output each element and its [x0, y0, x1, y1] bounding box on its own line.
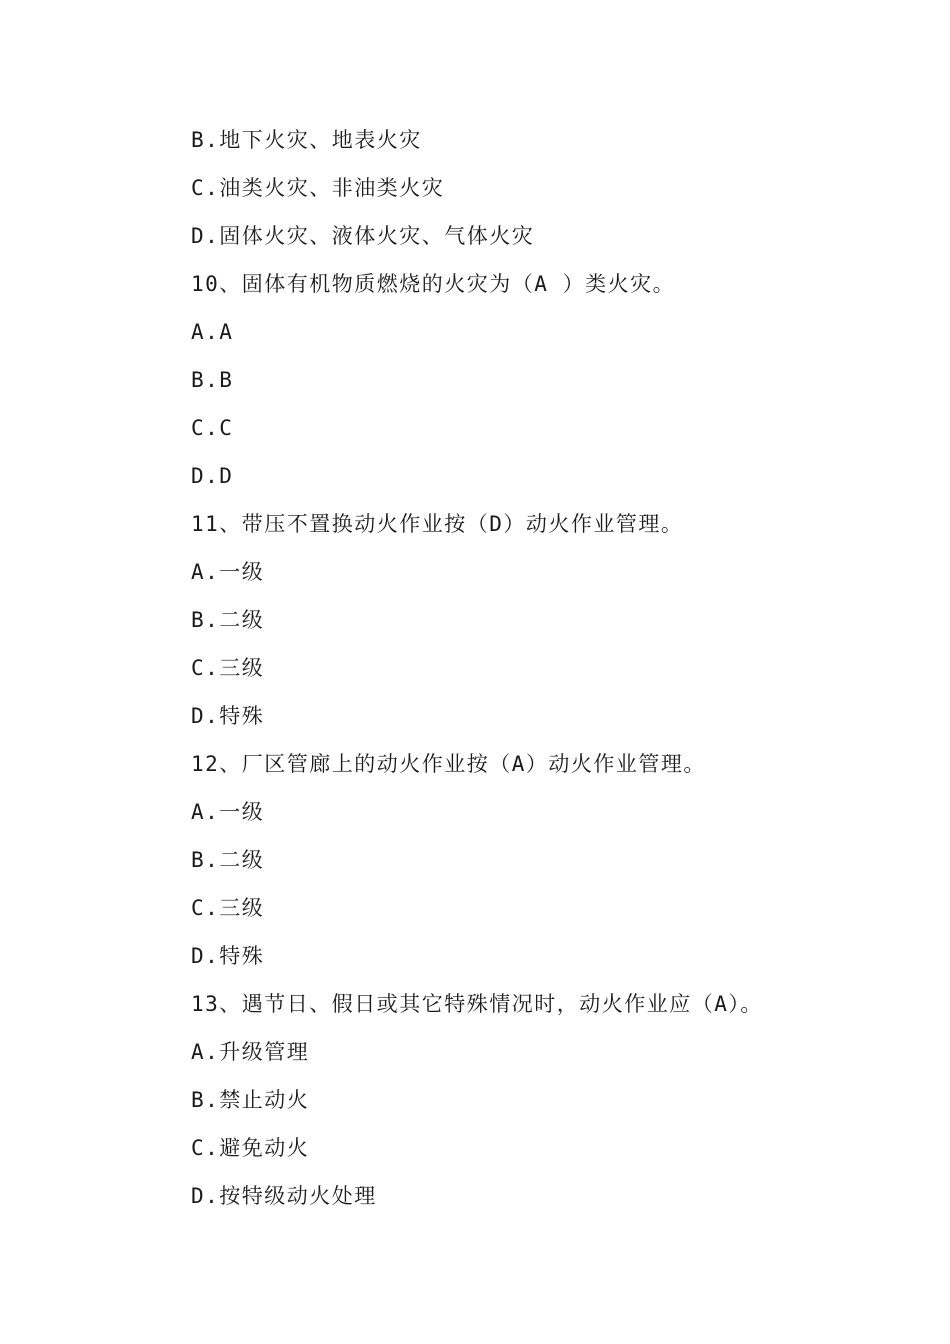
option-line: D.按特级动火处理 [191, 1184, 377, 1208]
question-line: 11、带压不置换动火作业按（D）动火作业管理。 [191, 512, 684, 536]
option-line: D.特殊 [191, 704, 265, 728]
question-line: 10、固体有机物质燃烧的火灾为（A ）类火灾。 [191, 272, 676, 296]
option-line: A.A [191, 320, 234, 344]
option-line: D.D [191, 464, 234, 488]
option-line: B.B [191, 368, 234, 392]
question-line: 13、遇节日、假日或其它特殊情况时，动火作业应（A）。 [191, 992, 763, 1016]
option-line: B.地下火灾、地表火灾 [191, 128, 422, 152]
option-line: A.一级 [191, 560, 265, 584]
option-line: C.避免动火 [191, 1136, 310, 1160]
question-line: 12、厂区管廊上的动火作业按（A）动火作业管理。 [191, 752, 706, 776]
option-line: C.C [191, 416, 234, 440]
option-line: C.三级 [191, 896, 265, 920]
option-line: C.三级 [191, 656, 265, 680]
option-line: D.固体火灾、液体火灾、气体火灾 [191, 224, 535, 248]
option-line: C.油类火灾、非油类火灾 [191, 176, 445, 200]
option-line: A.一级 [191, 800, 265, 824]
option-line: A.升级管理 [191, 1040, 310, 1064]
question-text [191, 116, 763, 1220]
option-line: B.禁止动火 [191, 1088, 310, 1112]
option-line: D.特殊 [191, 944, 265, 968]
option-line: B.二级 [191, 848, 265, 872]
option-line: B.二级 [191, 608, 265, 632]
